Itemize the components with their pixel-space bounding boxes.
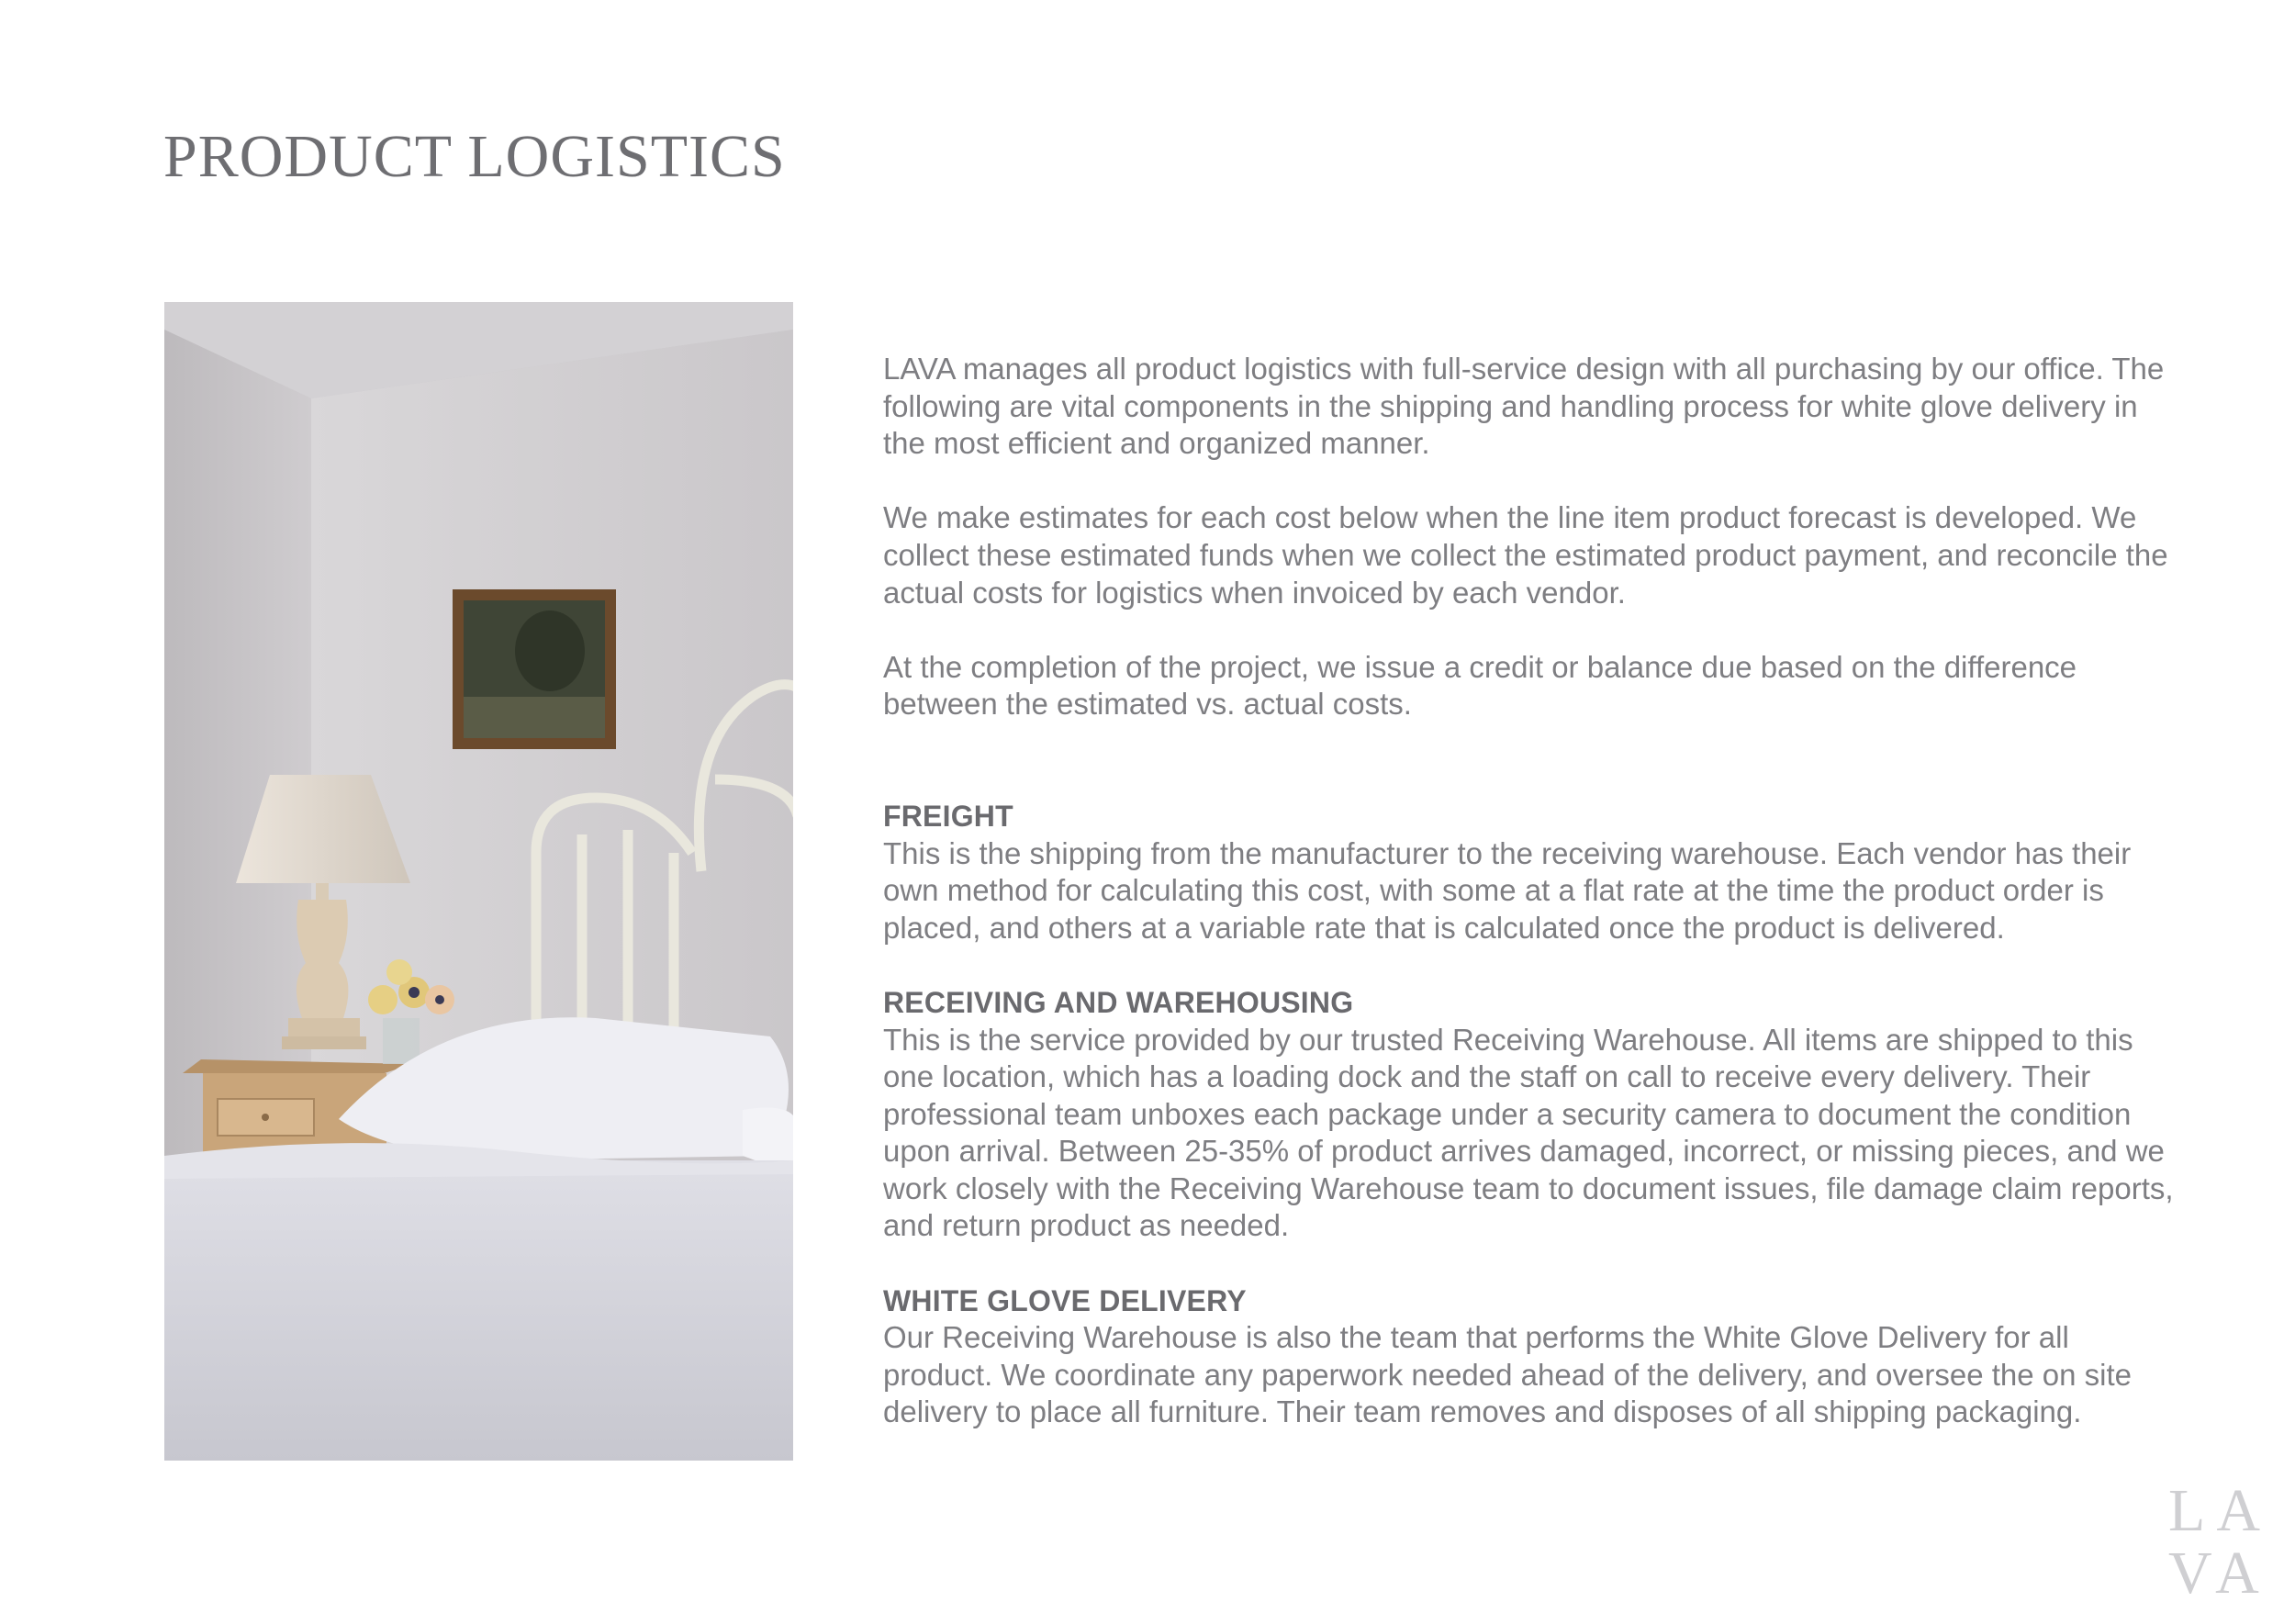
- lava-logo: [2168, 1477, 2271, 1607]
- intro-paragraph-3: At the completion of the project, we issue a credit or balance due based on the difference between the estimated vs. actual costs.: [883, 649, 2077, 722]
- page-title: PRODUCT LOGISTICS: [163, 123, 786, 190]
- section-body: Our Receiving Warehouse is also the team that performs the White Glove Delivery for all product. We coordinate any paperwork needed ahead of the delivery, and oversee the on site delivery to place all furniture. Their team removes and disposes of all shipping packaging.: [883, 1320, 2132, 1429]
- section-body: This is the shipping from the manufacturer to the receiving warehouse. Each vendor has their own method for calculating this cost, with some at a flat rate at the time the product order is placed, and others at a variable rate that is calculated once the product is delivered.: [883, 835, 2132, 945]
- logo-line-2: VA: [2168, 1540, 2270, 1607]
- section-heading: FREIGHT: [883, 799, 1013, 833]
- bedroom-illustration: [164, 302, 793, 1461]
- section-freight: [883, 798, 2187, 946]
- logo-line-1: LA: [2168, 1477, 2271, 1544]
- bedroom-photo: [164, 302, 793, 1461]
- bed: [164, 1160, 793, 1461]
- intro-paragraph-2: We make estimates for each cost below when the line item product forecast is developed. We collect these estimated funds when we collect the estimated product payment, and reconcile the actual costs for logistics when invoiced by each vendor.: [883, 500, 2168, 610]
- painting: [453, 589, 616, 749]
- section-body: This is the service provided by our trusted Receiving Warehouse. All items are shipped to this one location, which has a loading dock and the staff on call to receive every delivery. Their professional team unboxes each package under a security camera to document the condition upon arrival. Between 25-35% of product arrives damaged, incorrect, or missing pieces, and we work closely with the Receiving Warehouse team to document issues, file damage claim reports, and return product as needed.: [883, 1022, 2174, 1243]
- section-white-glove-delivery: [883, 1282, 2187, 1431]
- section-receiving-warehousing: [883, 984, 2187, 1245]
- section-heading: RECEIVING AND WAREHOUSING: [883, 985, 1354, 1019]
- logistics-content: [883, 351, 2187, 1431]
- intro-paragraph-1: LAVA manages all product logistics with full-service design with all purchasing by our office. The following are vital components in the shipping and handling process for white glove delivery in the most efficient and organized manner.: [883, 352, 2165, 461]
- section-heading: WHITE GLOVE DELIVERY: [883, 1283, 1247, 1317]
